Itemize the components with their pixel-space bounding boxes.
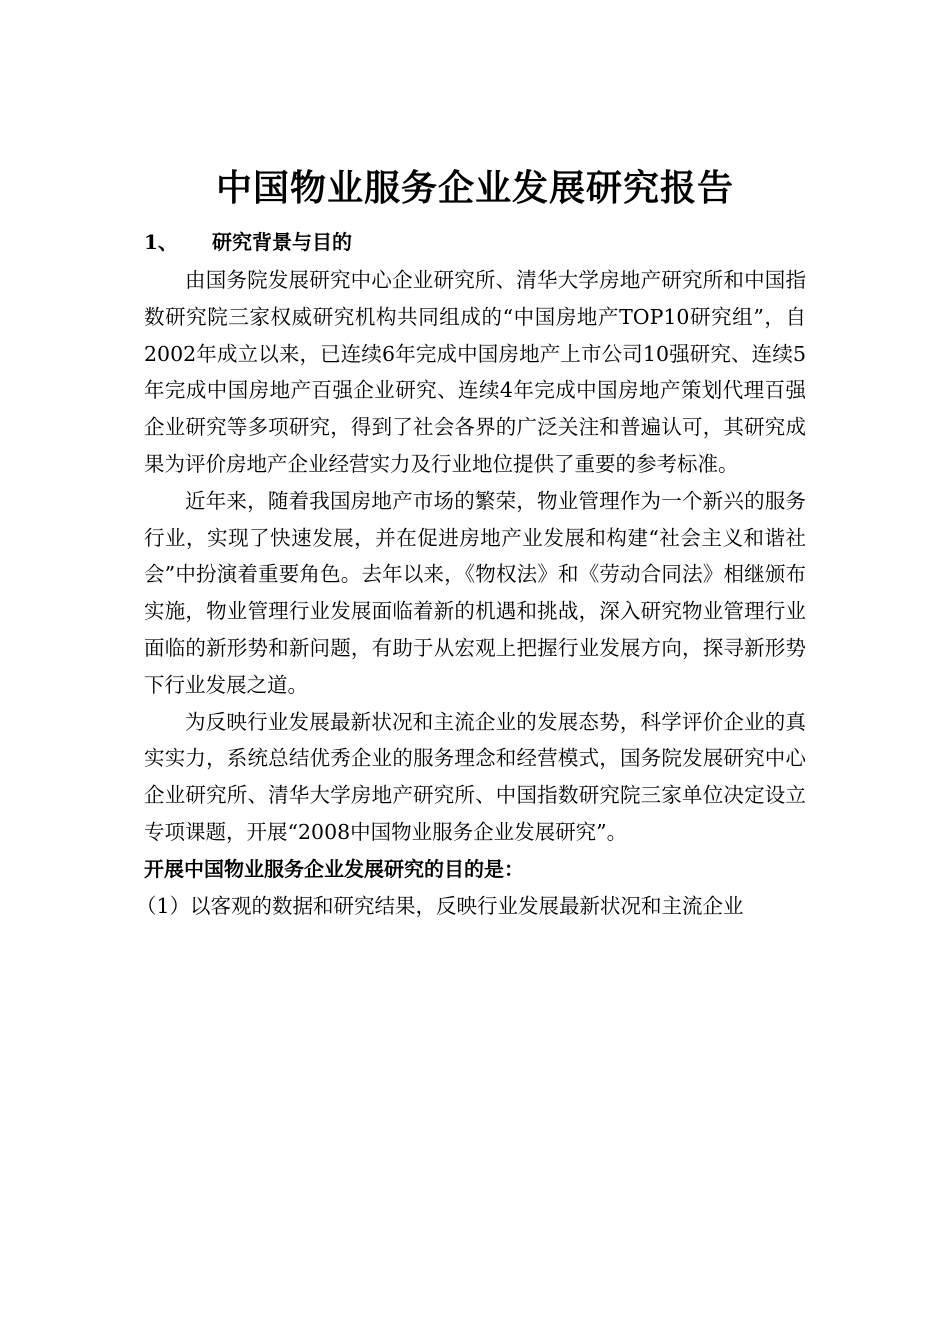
paragraph-background: 由国务院发展研究中心企业研究所、清华大学房地产研究所和中国指数研究院三家权威研究机构共同组成的“中国房地产TOP10研究组”，自2002年成立以来，已连续6年完成中国房地产上市公司10强研究、连续5年完成中国房地产百强企业研究、连续4年完成中国房地产策划代理百强企业研究等多项研究，得到了社会各界的广泛关注和普遍认可，其研究成果为评价房地产企业经营实力及行业地位提供了重要的参考标准。 [144,268,806,476]
document-body [136,262,806,924]
purpose-item-1: （1）以客观的数据和研究结果，反映行业发展最新状况和主流企业 [136,893,744,918]
paragraph-purpose-intro: 为反映行业发展最新状况和主流企业的发展态势，科学评价企业的真实实力，系统总结优秀企业的服务理念和经营模式，国务院发展研究中心企业研究所、清华大学房地产研究所、中国指数研究院三家单位决定设立专项课题，开展“2008中国物业服务企业发展研究”。 [144,709,806,844]
paragraph-industry: 近年来，随着我国房地产市场的繁荣，物业管理作为一个新兴的服务行业，实现了快速发展，并在促进房地产业发展和构建“社会主义和谐社会”中扮演着重要角色。去年以来，《物权法》和《劳动合同法》相继颁布实施，物业管理行业发展面临着新的机遇和挑战，深入研究物业管理行业面临的新形势和新问题，有助于从宏观上把握行业发展方向，探寻新形势下行业发展之道。 [144,488,806,697]
section-number: 1、 [144,230,178,254]
section-title: 研究背景与目的 [212,230,352,254]
purpose-heading: 开展中国物业服务企业发展研究的目的是： [144,856,524,881]
document-title: 中国物业服务企业发展研究报告 [215,167,734,209]
section-heading [144,224,804,260]
